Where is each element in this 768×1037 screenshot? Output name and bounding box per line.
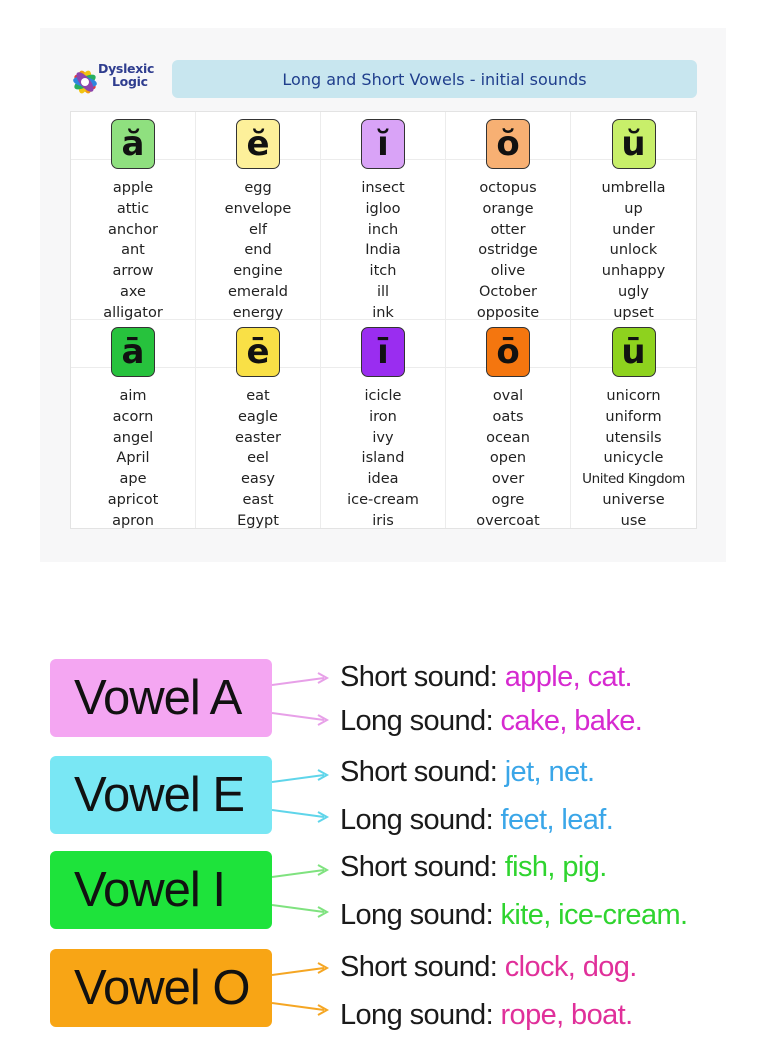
arrow-icons [272,655,332,747]
word-list [446,178,570,324]
word: energy [232,304,284,321]
word: insect [361,180,405,196]
vowel-cell-long-e [196,320,321,528]
word: overcoat [476,512,540,529]
letter-tile: ū [612,327,656,377]
word: unicorn [606,388,661,404]
letter-tile: ŭ [612,119,656,169]
long-sound-label: Long sound: [340,804,501,836]
vowel-row-i [0,847,768,939]
long-sound-label: Long sound: [340,705,501,737]
letter-tile: ō [486,327,530,377]
word: ivy [372,429,394,446]
letter-tile: ĭ [361,119,405,169]
letter-tile: ē [236,327,280,377]
word: olive [490,263,526,280]
long-sound-examples: feet, leaf. [500,804,614,836]
word-list [446,386,570,532]
page-title: Long and Short Vowels - initial sounds [172,60,697,98]
word: eel [247,450,269,467]
word: island [361,450,405,467]
word: apple [112,180,154,196]
arrow-icons [272,752,332,844]
word: end [244,242,272,259]
letter-tile: ĕ [236,119,280,169]
short-sound-line [340,951,637,984]
word: open [489,450,527,467]
word: ink [372,304,394,321]
word: ogre [491,491,525,508]
word: igloo [365,200,401,217]
letter-tile: ī [361,327,405,377]
short-sound-label: Short sound: [340,951,505,983]
arrow-icons [272,945,332,1037]
vowel-label-box: Vowel E [50,756,272,834]
vowel-row-e [0,752,768,844]
word: angel [112,429,154,446]
vowel-cell-short-a [71,112,196,320]
long-sound-line [340,804,613,837]
word: engine [233,263,283,280]
vowel-label-box: Vowel A [50,659,272,737]
word: ugly [617,283,649,300]
long-sound-examples: rope, boat. [500,999,633,1031]
word: ice-cream [347,491,419,508]
vowel-chart-card [40,28,726,562]
word: ill [376,283,390,300]
word: east [242,491,274,508]
word: ostridge [478,242,538,259]
word: arrow [112,263,154,280]
word: use [620,512,647,529]
vowel-cell-long-a [71,320,196,528]
word: ape [119,471,147,488]
long-sound-line [340,705,642,738]
logo-text-line1: Dyslexic [98,61,155,76]
word-list [71,178,195,324]
long-sound-examples: kite, ice-cream. [500,899,688,931]
word: uniform [605,408,662,425]
word: elf [248,221,268,238]
word: up [624,200,643,217]
word: inch [367,221,399,238]
long-sound-line [340,999,633,1032]
word: opposite [476,304,540,321]
arrow-icons [272,847,332,939]
word: oats [492,408,524,425]
long-sound-label: Long sound: [340,899,501,931]
short-sound-line [340,851,607,884]
word: ant [121,242,145,259]
short-sound-label: Short sound: [340,661,505,693]
word: United Kingdom [582,471,685,488]
vowel-label-box: Vowel O [50,949,272,1027]
vowel-cell-long-u [571,320,696,528]
word: anchor [107,221,159,238]
short-sound-examples: clock, dog. [504,951,637,983]
word: iron [369,408,397,425]
logo-text-line2: Logic [112,74,148,89]
word: India [365,242,401,259]
word: aim [119,388,147,404]
word: easter [235,429,281,446]
word: apricot [107,491,159,508]
word: icicle [364,388,402,404]
word: over [491,471,525,488]
word: umbrella [601,180,666,196]
short-sound-examples: apple, cat. [504,661,632,693]
word: apron [112,512,154,529]
vowel-cell-short-i [321,112,446,320]
word-list [196,178,320,324]
short-sound-label: Short sound: [340,851,505,883]
short-sound-line [340,756,594,789]
word: octopus [479,180,537,196]
vowel-cell-long-i [321,320,446,528]
short-sound-examples: jet, net. [504,756,595,788]
word: Egypt [237,512,279,529]
word: alligator [103,304,163,321]
vowel-cell-short-o [446,112,571,320]
word: upset [613,304,654,321]
word: envelope [224,200,292,217]
word: otter [490,221,526,238]
word: acorn [112,408,154,425]
vowel-cell-short-e [196,112,321,320]
word: oval [492,388,524,404]
word: ocean [486,429,530,446]
word: itch [369,263,397,280]
word: April [116,450,150,467]
word: iris [372,512,394,529]
word: universe [602,491,665,508]
word: under [612,221,655,238]
word: emerald [227,283,289,300]
letter-tile: ā [111,327,155,377]
letter-tile: ă [111,119,155,169]
short-sound-examples: fish, pig. [504,851,607,883]
long-sound-examples: cake, bake. [500,705,643,737]
word: orange [482,200,534,217]
word-list [571,386,696,532]
vowel-cell-long-o [446,320,571,528]
word: idea [367,471,399,488]
word: attic [116,200,150,217]
word: eagle [238,408,278,425]
word-list [196,386,320,532]
vowel-cell-short-u [571,112,696,320]
long-sound-line [340,899,688,932]
dyslexic-logic-logo [70,60,170,100]
word: easy [241,471,275,488]
word: unhappy [601,263,666,280]
word: October [478,283,538,300]
word: unicycle [603,450,664,467]
vowel-row-a [0,655,768,747]
word: eat [246,388,270,404]
word: axe [120,283,146,300]
short-sound-label: Short sound: [340,756,505,788]
word: unlock [609,242,658,259]
word-list [71,386,195,532]
word-list [321,178,445,324]
vowel-row-o [0,945,768,1037]
short-sound-line [340,661,632,694]
long-sound-label: Long sound: [340,999,501,1031]
word: egg [244,180,272,196]
vowel-grid [70,111,697,529]
vowel-label-box: Vowel I [50,851,272,929]
letter-tile: ŏ [486,119,530,169]
word-list [571,178,696,324]
word-list [321,386,445,532]
word: utensils [605,429,662,446]
